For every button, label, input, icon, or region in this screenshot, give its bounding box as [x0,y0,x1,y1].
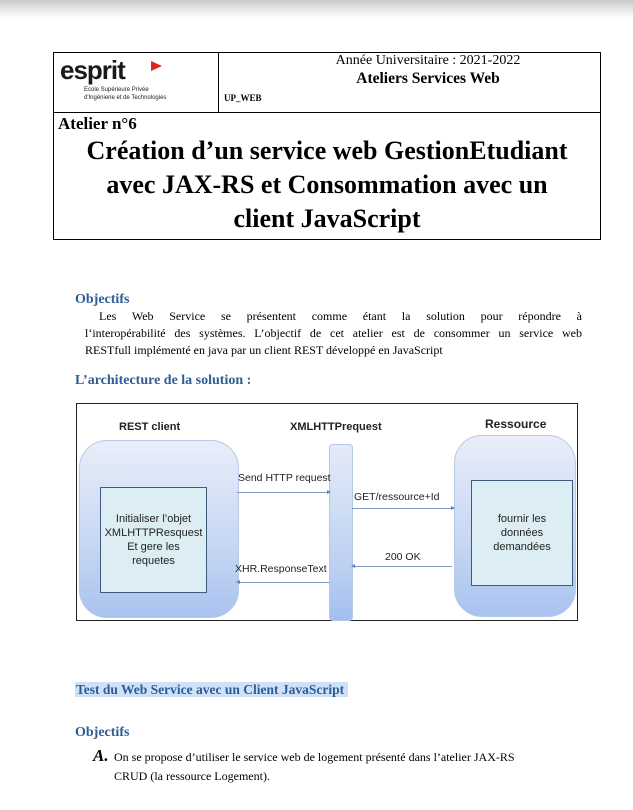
header-row [54,53,600,113]
architecture-heading: L’architecture de la solution : [75,373,252,388]
atelier-number: Atelier n°6 [58,114,137,133]
ok-response-arrow [352,566,452,567]
logo-subtitle-line2: d'Ingénierie et de Technologies [84,95,167,101]
send-request-label: Send HTTP request [238,472,331,484]
document-header-table [53,52,601,240]
resource-box-line-2: données [500,527,544,539]
list-item-line-2: CRUD (la ressource Logement). [114,769,270,783]
xhr-label: XMLHTTPrequest [290,421,382,433]
client-box-line-1: Initialiser l’objet [115,513,192,525]
esprit-logo: esprit [60,55,125,85]
page-top-shadow [0,0,633,18]
academic-year: Année Universitaire : 2021-2022 [335,53,521,68]
objectifs-heading: Objectifs [75,292,130,307]
architecture-diagram [76,403,578,621]
objectifs-paragraph [85,308,582,359]
list-item-line-1: On se propose d’utiliser le service web de logement présenté dans l’atelier JAX-RS [114,750,515,764]
title-line-3: client JavaScript [233,204,421,233]
logo-subtitle [84,86,166,102]
response-text-arrow [237,582,329,583]
title-line-2: avec JAX-RS et Consommation avec un [106,170,548,199]
client-box-line-4: requetes [132,555,175,567]
resource-process-box [471,480,573,586]
paragraph-line-1: Les Web Service se présentent comme étant la solution pour répondre à [99,309,582,323]
list-item [93,748,583,786]
client-box-line-3: Et gere les [127,541,180,553]
ok-response-label: 200 OK [385,551,421,563]
get-resource-label: GET/ressource+Id [354,491,440,503]
paragraph-line-2: l‘interopérabilité des systèmes. L’objectif de cet atelier est de consommer un service web [85,326,582,340]
test-section-heading-text: Test du Web Service avec un Client JavaScript [75,682,348,697]
send-request-arrow [237,492,330,493]
logo-cell [54,53,219,112]
header-info-cell [219,53,602,112]
resource-label: Ressource [485,417,547,431]
logo-flag-icon [151,61,162,71]
department-label: UP_WEB [224,93,262,103]
resource-box-line-3: demandées [493,541,551,553]
objectifs-heading-2: Objectifs [75,725,130,740]
list-marker: A. [93,746,109,765]
paragraph-line-3: RESTfull implémenté en java par un client REST développé en JavaScript [85,343,443,357]
list-item-text [114,748,583,786]
page-title [54,134,600,236]
response-text-label: XHR.ResponseText [235,563,327,575]
xhr-lifeline-bar [329,444,353,621]
resource-box-line-1: fournir les [497,513,547,525]
get-resource-arrow [352,508,454,509]
test-section-heading [75,682,348,698]
title-line-1: Création d’un service web GestionEtudiant [86,136,568,165]
course-title: Ateliers Services Web [356,70,500,87]
logo-subtitle-line1: Ecole Supérieure Privée [84,87,149,93]
client-box-line-2: XMLHTTPResquest [104,527,203,539]
client-process-box [100,487,207,593]
rest-client-label: REST client [119,421,181,433]
